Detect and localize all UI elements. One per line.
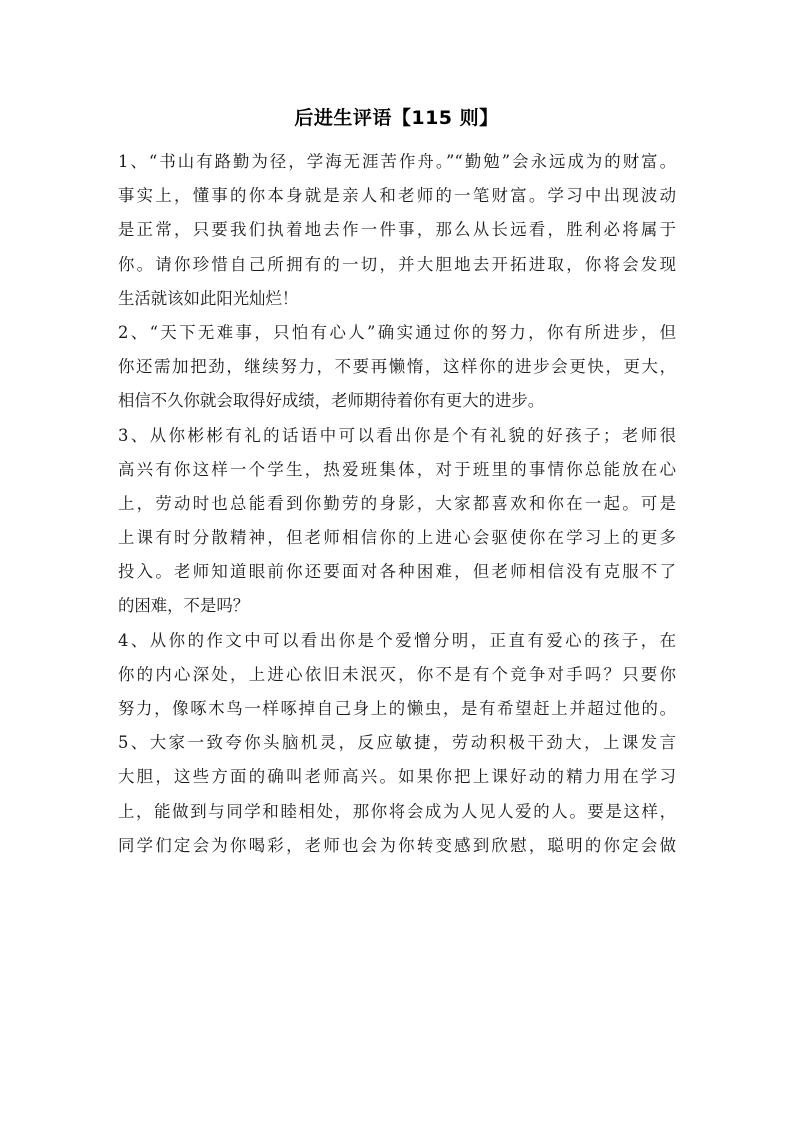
text-line: 投入。老师知道眼前你还要面对各种困难，但老师相信没有克服不了 (118, 562, 676, 582)
text-line: 事实上，懂事的你本身就是亲人和老师的一笔财富。学习中出现波动 (118, 186, 676, 206)
text-line: 大胆，这些方面的确叫老师高兴。如果你把上课好动的精力用在学习 (118, 767, 676, 787)
comment-paragraph-3 (118, 419, 676, 624)
document-body (118, 145, 676, 863)
comment-paragraph-1 (118, 145, 676, 316)
text-line: 同学们定会为你喝彩，老师也会为你转变感到欣慰，聪明的你定会做 (118, 835, 676, 855)
document-title: 后进生评语【115 则】 (294, 107, 499, 129)
text-line: 生活就该如此阳光灿烂！ (118, 288, 299, 308)
text-line: 你的内心深处，上进心依旧未泯灭，你不是有个竞争对手吗？只要你 (118, 664, 676, 684)
text-line: 你还需加把劲，继续努力，不要再懒惰，这样你的进步会更快，更大， (118, 357, 676, 377)
text-line: 5、大家一致夸你头脑机灵，反应敏捷，劳动积极干劲大，上课发言 (118, 733, 676, 753)
text-line: 上，劳动时也总能看到你勤劳的身影，大家都喜欢和你在一起。可是 (118, 493, 676, 513)
text-line: 是正常，只要我们执着地去作一件事，那么从长远看，胜利必将属于 (118, 220, 676, 240)
text-line: 努力，像啄木鸟一样啄掉自己身上的懒虫，是有希望赶上并超过他的。 (118, 699, 676, 718)
text-line: 上课有时分散精神，但老师相信你的上进心会驱使你在学习上的更多 (118, 528, 676, 548)
text-line: 3、从你彬彬有礼的话语中可以看出你是个有礼貌的好孩子；老师很 (118, 425, 676, 445)
text-line: 高兴有你这样一个学生，热爱班集体，对于班里的事情你总能放在心 (118, 459, 676, 479)
comment-paragraph-4 (118, 624, 676, 727)
comment-paragraph-5 (118, 726, 676, 863)
text-line: 1、“书山有路勤为径，学海无涯苦作舟。”“勤勉”会永远成为的财富。 (118, 152, 676, 171)
text-line: 上，能做到与同学和睦相处，那你将会成为人见人爱的人。要是这样， (118, 801, 676, 821)
comment-paragraph-2 (118, 316, 676, 419)
text-line: 你。请你珍惜自己所拥有的一切，并大胆地去开拓进取，你将会发现 (118, 254, 676, 274)
text-line: 2、“天下无难事，只怕有心人”确实通过你的努力，你有所进步，但 (118, 322, 676, 342)
text-line: 4、从你的作文中可以看出你是个爱憎分明，正直有爱心的孩子，在 (118, 630, 676, 650)
text-line: 的困难，不是吗？ (118, 596, 250, 616)
text-line: 相信不久你就会取得好成绩，老师期待着你有更大的进步。 (118, 391, 545, 411)
